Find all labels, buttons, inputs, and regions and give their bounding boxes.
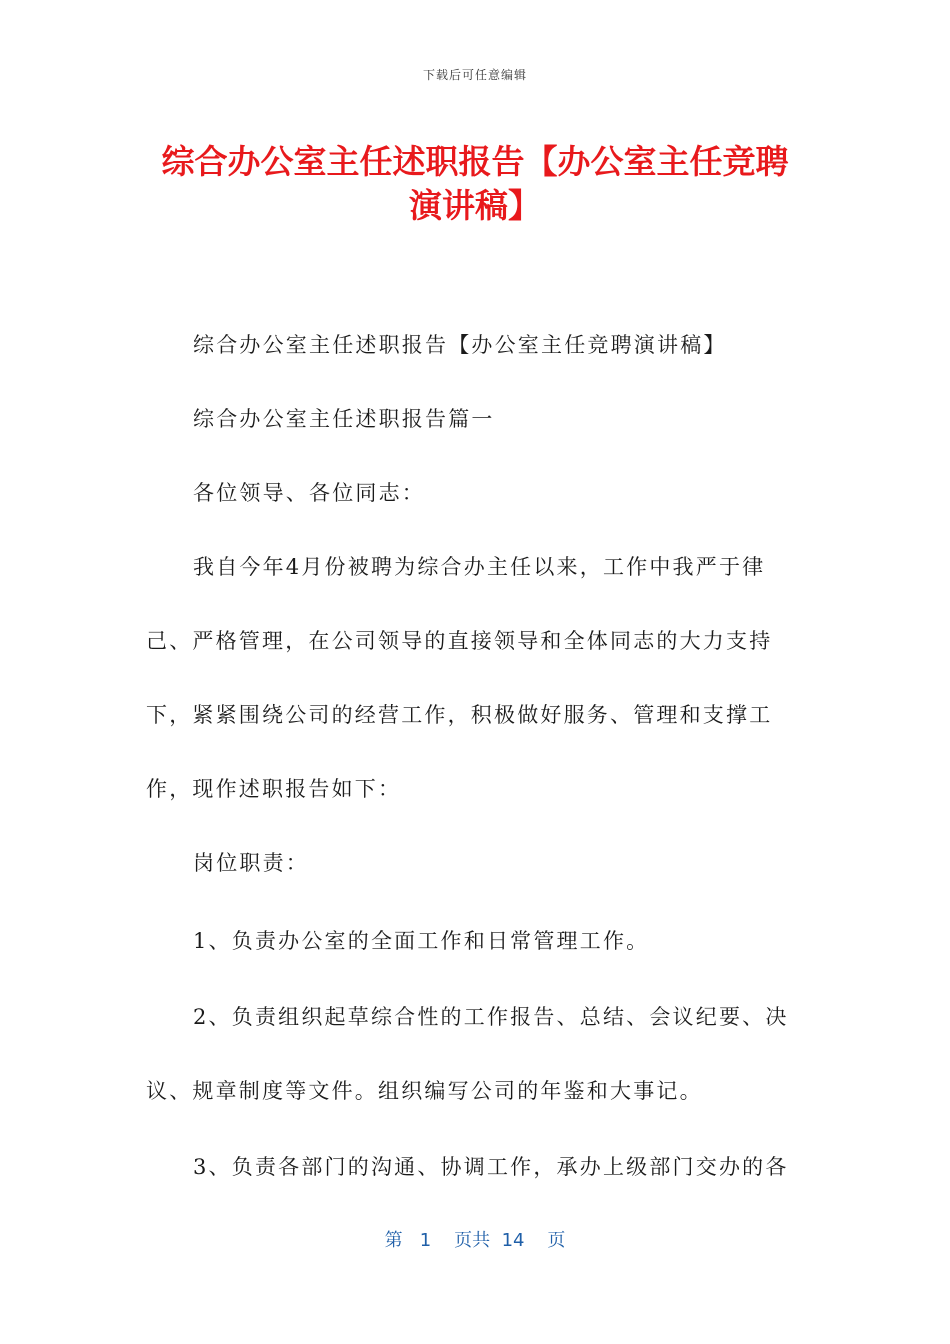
paragraph-line: 各位领导、各位同志： — [193, 481, 425, 505]
title-line-1: 综合办公室主任述职报告【办公室主任竞聘 — [161, 142, 789, 181]
paragraph-duty-1 — [146, 904, 806, 978]
footer-suffix: 页 — [547, 1230, 566, 1251]
paragraph-line: 下，紧紧围绕公司的经营工作，积极做好服务、管理和支撑工 — [146, 703, 773, 727]
paragraph-line: 我自今年4月份被聘为综合办主任以来，工作中我严于律 — [193, 555, 766, 579]
paragraph-line: 议、规章制度等文件。组织编写公司的年鉴和大事记。 — [146, 1079, 703, 1103]
paragraph-line: 己、严格管理，在公司领导的直接领导和全体同志的大力支持 — [146, 629, 773, 653]
paragraph-salutation — [146, 456, 806, 530]
paragraph-line: 3、负责各部门的沟通、协调工作，承办上级部门交办的各 — [193, 1155, 789, 1179]
title-line-2: 演讲稿】 — [409, 186, 541, 225]
paragraph-doc-heading — [146, 308, 806, 382]
paragraph-intro — [146, 530, 806, 826]
footer-prefix: 第 — [384, 1230, 403, 1251]
paragraph-line: 作，现作述职报告如下： — [146, 777, 402, 801]
paragraph-duty-3 — [146, 1130, 806, 1204]
paragraph-section-title — [146, 382, 806, 456]
paragraph-line: 综合办公室主任述职报告【办公室主任竞聘演讲稿】 — [193, 333, 727, 357]
paragraph-line: 2、负责组织起草综合性的工作报告、总结、会议纪要、决 — [193, 1005, 789, 1029]
document-title — [140, 140, 810, 228]
page-footer — [0, 1226, 950, 1252]
header-note: 下载后可任意编辑 — [422, 68, 527, 82]
paragraph-line: 综合办公室主任述职报告篇一 — [193, 407, 495, 431]
paragraph-duty-2 — [146, 980, 806, 1128]
paragraph-duties-heading — [146, 826, 806, 900]
footer-current-page: 1 — [419, 1230, 432, 1251]
paragraph-line: 1、负责办公室的全面工作和日常管理工作。 — [193, 929, 650, 953]
footer-total-pages: 14 — [501, 1230, 525, 1251]
footer-middle: 页共 — [454, 1230, 491, 1251]
paragraph-line: 岗位职责： — [193, 851, 309, 875]
